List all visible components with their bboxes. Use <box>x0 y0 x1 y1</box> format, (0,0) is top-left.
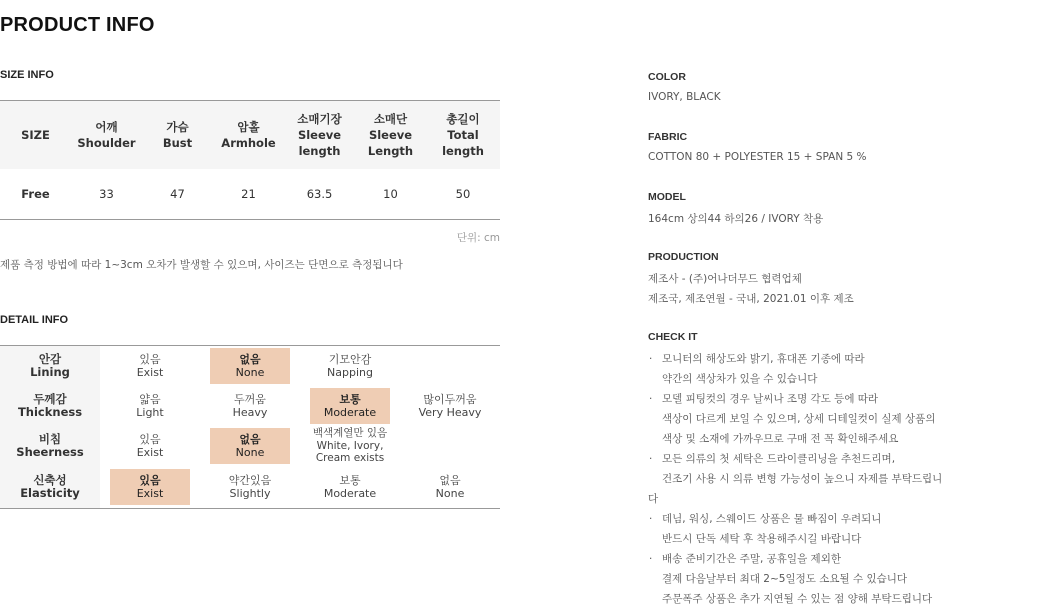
size-cell-sleeve-cuff: 10 <box>383 187 398 201</box>
size-cell-total-length: 50 <box>455 187 471 201</box>
unit-label: 단위: cm <box>456 232 500 244</box>
option-kr: 있음 <box>139 433 161 446</box>
fabric-value: COTTON 80 + POLYESTER 15 + SPAN 5 % <box>648 151 867 163</box>
table-row <box>0 169 500 219</box>
option-kr: 약간있음 <box>228 474 272 487</box>
detail-row-header <box>0 466 100 508</box>
option-en: Very Heavy <box>418 406 482 419</box>
model-value: 164cm 상의44 하의26 / IVORY 착용 <box>648 213 824 225</box>
production-manufacturer: 제조사 - (주)어나더무드 협력업체 <box>648 273 802 285</box>
list-item: 다 <box>648 493 659 505</box>
size-table-header <box>0 101 500 169</box>
option-en: White, Ivory, <box>316 439 384 452</box>
list-item: 주문폭주 상품은 추가 지연될 수 있는 점 양해 부탁드립니다 <box>662 593 933 605</box>
detail-option <box>410 388 490 424</box>
check-it-list <box>648 349 948 609</box>
option-kr: 보통 <box>339 474 361 487</box>
detail-row-sheerness <box>0 426 500 466</box>
option-kr: 두꺼움 <box>234 393 266 406</box>
option-kr: 있음 <box>139 353 161 366</box>
option-kr: 보통 <box>339 393 361 406</box>
detail-row-header <box>0 426 100 466</box>
size-header-total-length <box>426 101 500 169</box>
page-title: PRODUCT INFO <box>0 14 155 36</box>
option-en: None <box>235 366 265 379</box>
list-item: 색상이 다르게 보일 수 있으며, 상세 디테일컷이 실제 상품의 <box>662 413 936 425</box>
option-en: Heavy <box>232 406 268 419</box>
detail-header-kr: 신축성 <box>33 473 67 487</box>
header-label-en: Sleeve <box>368 128 413 142</box>
detail-header-kr: 두께감 <box>33 392 67 406</box>
detail-option-selected <box>210 348 290 384</box>
list-item: · 모니터의 해상도와 밝기, 휴대폰 기종에 따라 <box>648 349 948 369</box>
option-en: Moderate <box>323 406 377 419</box>
check-it-heading: CHECK IT <box>648 331 698 343</box>
list-item: · 모든 의류의 첫 세탁은 드라이클리닝을 추천드리며, <box>648 449 948 469</box>
detail-row-header <box>0 386 100 426</box>
color-value: IVORY, BLACK <box>648 91 721 103</box>
production-heading: PRODUCTION <box>648 251 719 263</box>
size-cell-bust: 47 <box>170 187 185 201</box>
option-kr: 없음 <box>439 474 461 487</box>
size-cell-armhole: 21 <box>241 187 256 201</box>
header-label-en: Shoulder <box>77 136 136 150</box>
option-kr: 있음 <box>139 474 161 487</box>
header-label-en: Bust <box>162 136 193 150</box>
list-item: 건조기 사용 시 의류 변형 가능성이 높으니 자제를 부탁드립니 <box>662 473 943 485</box>
detail-info-heading: DETAIL INFO <box>0 314 69 326</box>
detail-option <box>210 469 290 505</box>
header-label-en: Sleeve <box>297 128 342 142</box>
header-label-kr: 어깨 <box>95 120 118 134</box>
header-label-kr: 소매단 <box>373 112 408 126</box>
size-cell-shoulder: 33 <box>99 187 114 201</box>
size-header-bust <box>142 101 213 169</box>
header-label-kr: 총길이 <box>446 112 480 126</box>
list-item: 약간의 색상차가 있을 수 있습니다 <box>662 373 818 385</box>
color-heading: COLOR <box>648 71 686 83</box>
detail-row-header <box>0 346 100 386</box>
detail-header-en: Thickness <box>17 405 83 419</box>
detail-header-en: Lining <box>30 365 70 379</box>
option-kr: 많이두꺼움 <box>423 393 477 406</box>
list-item: 색상 및 소재에 가까우므로 구매 전 꼭 확인해주세요 <box>662 433 899 445</box>
detail-option-selected <box>210 428 290 464</box>
detail-option <box>310 348 390 384</box>
model-heading: MODEL <box>648 191 686 203</box>
option-kr: 백색계열만 있음 <box>312 427 388 440</box>
detail-row-lining <box>0 346 500 386</box>
detail-option <box>110 428 190 464</box>
list-item: · 모델 피팅컷의 경우 날씨나 조명 각도 등에 따라 <box>648 389 948 409</box>
header-label: SIZE <box>21 128 50 142</box>
option-en: Exist <box>136 366 164 379</box>
header-label-kr: 암홀 <box>237 120 260 134</box>
size-cell-sleeve-length: 63.5 <box>306 187 333 201</box>
option-en: None <box>435 487 465 500</box>
size-header-sleeve-length <box>284 101 355 169</box>
list-item: · 배송 준비기간은 주말, 공휴일을 제외한 <box>648 549 948 569</box>
option-en: Napping <box>327 366 373 379</box>
list-item: · 데님, 워싱, 스웨이드 상품은 물 빠짐이 우려되니 <box>648 509 948 529</box>
production-origin: 제조국, 제조연월 - 국내, 2021.01 이후 제조 <box>648 293 854 305</box>
header-label-kr: 가슴 <box>166 120 189 134</box>
detail-header-kr: 비침 <box>38 432 62 446</box>
size-info-heading: SIZE INFO <box>0 69 54 81</box>
detail-option-selected <box>110 469 190 505</box>
option-kr: 얇음 <box>139 393 161 406</box>
header-label-kr: 소매기장 <box>297 112 342 126</box>
detail-table <box>0 345 500 509</box>
option-en: Moderate <box>323 487 377 500</box>
detail-option <box>300 428 400 464</box>
list-item: 반드시 단독 세탁 후 착용해주시길 바랍니다 <box>662 533 862 545</box>
option-kr: 기모안감 <box>328 353 372 366</box>
option-en: Light <box>136 406 164 419</box>
option-en: Slightly <box>229 487 271 500</box>
detail-header-en: Elasticity <box>20 486 80 500</box>
size-cell-size: Free <box>21 187 50 201</box>
size-header-armhole <box>213 101 284 169</box>
option-kr: 없음 <box>239 433 261 446</box>
detail-row-thickness <box>0 386 500 426</box>
detail-header-kr: 안감 <box>38 352 62 366</box>
detail-option <box>310 469 390 505</box>
fabric-heading: FABRIC <box>648 131 688 143</box>
option-en2: Cream exists <box>315 452 385 465</box>
size-header-sleeve-cuff <box>355 101 426 169</box>
measurement-note: 제품 측정 방법에 따라 1~3cm 오차가 발생할 수 있으며, 사이즈는 단면으로 측정됩니다 <box>0 259 403 271</box>
size-header-shoulder <box>71 101 142 169</box>
size-table <box>0 100 500 220</box>
option-en: None <box>235 446 265 459</box>
list-item: 결제 다음날부터 최대 2~5일정도 소요될 수 있습니다 <box>662 573 908 585</box>
detail-option <box>110 348 190 384</box>
detail-option <box>110 388 190 424</box>
option-kr: 없음 <box>239 353 261 366</box>
detail-option-selected <box>310 388 390 424</box>
detail-header-en: Sheerness <box>16 445 84 459</box>
option-en: Exist <box>136 487 164 500</box>
detail-row-elasticity <box>0 466 500 508</box>
option-en: Exist <box>136 446 164 459</box>
header-label-en: Total length <box>442 128 484 158</box>
size-header-size <box>0 101 71 169</box>
detail-option <box>210 388 290 424</box>
header-label-en2: Length <box>367 144 414 158</box>
detail-option <box>410 469 490 505</box>
header-label-en: Armhole <box>221 136 276 150</box>
header-label-en2: length <box>298 144 341 158</box>
